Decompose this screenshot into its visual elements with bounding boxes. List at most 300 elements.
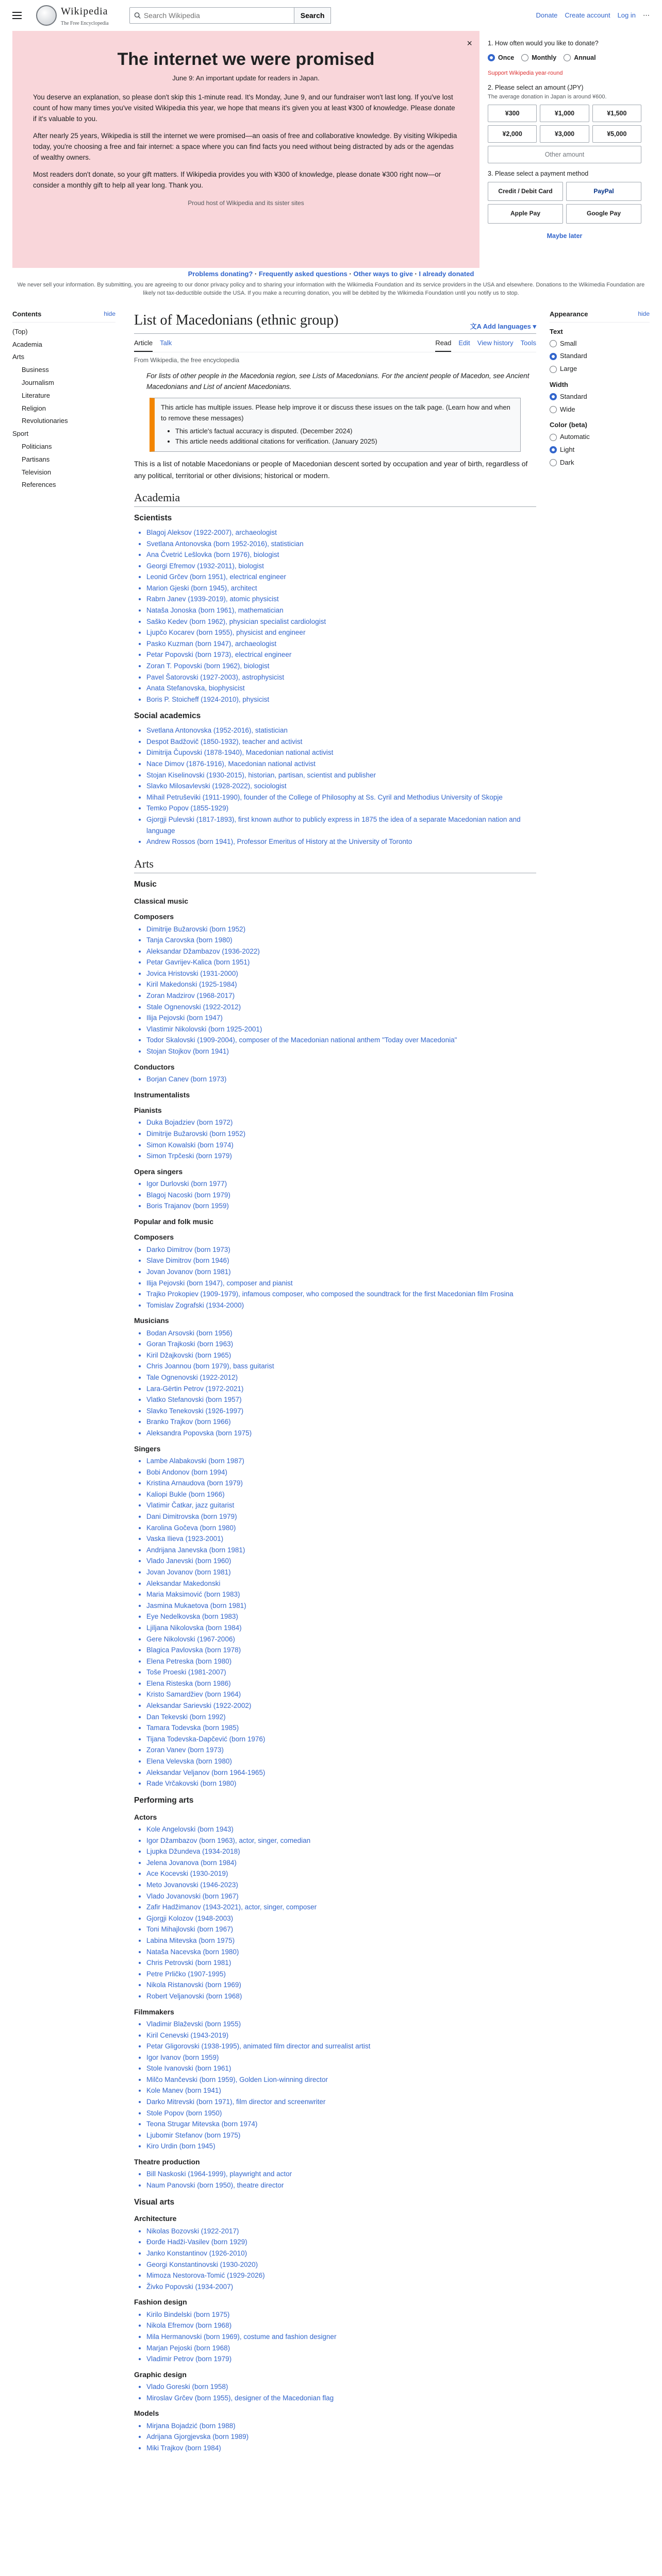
list-item[interactable]: • Chris Joannou (born 1979), bass guitarist [146,1361,536,1372]
toc-item[interactable]: Business [22,366,49,374]
list-item[interactable]: • Borjan Canev (born 1973) [146,1074,536,1085]
list-item[interactable]: • Nataša Nacevska (born 1980) [146,1946,536,1958]
pay-card-button[interactable]: Credit / Debit Card [488,182,563,201]
maybe-later-link[interactable]: Maybe later [547,232,583,240]
toc-item[interactable]: Journalism [22,378,54,386]
section-heading: Music [134,879,157,889]
banner-footer: Proud host of Wikipedia and its sister sites [188,199,304,207]
list-item[interactable]: • Tamara Todevska (born 1985) [146,1722,536,1734]
list-item[interactable]: • Aleksandra Popovska (born 1975) [146,1428,536,1439]
tab-read[interactable]: Read [435,336,451,352]
list-item[interactable]: • Tomislav Zografski (1934-2000) [146,1300,536,1311]
list-item[interactable]: • Stole Popov (born 1950) [146,2108,536,2119]
list-item[interactable]: • Boris Trajanov (born 1959) [146,1200,536,1212]
list-item[interactable]: • Rabrn Janev (1939-2019), atomic physicist [146,594,536,605]
section-heading: Social academics [134,711,201,721]
problems-link[interactable]: Problems donating? [188,270,253,278]
banner-subtitle: June 9: An important update for readers in Japan. [172,74,320,82]
section-heading: Academia [134,488,536,507]
list-item[interactable]: • Tijana Todevska-Dapčević (born 1976) [146,1734,536,1745]
toc-item[interactable]: References [22,481,56,489]
add-languages-button[interactable]: 文A Add languages ▾ [470,323,536,330]
section-heading: Composers [134,1233,174,1242]
personal-tools [536,10,650,21]
amount-question: 2. Please select an amount (JPY) [488,83,584,91]
people-list [134,527,536,705]
other-ways-link[interactable]: Other ways to give [353,270,413,278]
toc-hide-button[interactable]: hide [104,310,115,317]
more-options-icon[interactable]: ⋯ [643,11,650,19]
section-heading: Performing arts [134,1795,194,1805]
list-item[interactable]: • Kiril Makedonski (1925-1984) [146,979,536,990]
search-button[interactable]: Search [294,7,332,24]
section-heading: Musicians [134,1316,169,1325]
toc-item[interactable]: Revolutionaries [22,417,68,425]
section-heading: Arts [134,855,536,873]
table-of-contents [12,309,115,492]
appearance-option-label: Dark [560,458,574,466]
list-item[interactable]: • Slave Dimitrov (born 1946) [146,1255,536,1266]
appearance-option-label: Light [560,445,575,453]
donation-help-links: Problems donating? · Frequently asked questions · Other ways to give · I already donated [188,270,474,278]
list-item[interactable]: • Darko Dimitrov (born 1973) [146,1244,536,1256]
people-list [134,2168,536,2191]
list-item[interactable]: • Kole Manev (born 1941) [146,2085,536,2096]
page-title: List of Macedonians (ethnic group) [134,312,339,328]
list-item[interactable]: • Igor Durlovski (born 1977) [146,1178,536,1190]
list-item[interactable]: • Dimitrije Bužarovski (born 1952) [146,1128,536,1140]
section-heading: Instrumentalists [134,1090,190,1099]
list-item[interactable]: • Temko Popov (1855-1929) [146,803,536,814]
banner-paragraph: After nearly 25 years, Wikipedia is still the internet we were promised—an oasis of free and collaborative knowledge. By visiting Wikipedia today, you're choosing a free and fair internet: a space where you can find facts you need without being distracted by ads or the agendas of wealthy owners. [33,131,457,161]
list-item[interactable]: • Adrijana Gjorgjevska (born 1989) [146,2431,536,2443]
banner-paragraph: You deserve an explanation, so please don't skip this 1-minute read. It's Monday, June 9, and our fundraiser won't last long. If you've lost count of how many times you've visited Wikipedia this year, we hope that means it's given you at least ¥300 of knowledge. Please donate if it's valuable to you. [33,93,455,123]
people-list [134,2420,536,2454]
people-list [134,2309,536,2365]
list-item[interactable]: • Marion Gjeski (born 1945), architect [146,583,536,594]
appearance-option[interactable] [550,391,650,403]
toc-item[interactable]: Television [22,468,52,476]
other-amount-input[interactable]: Other amount [488,146,641,163]
list-item[interactable]: • Toše Proeski (1981-2007) [146,1667,536,1678]
list-item[interactable]: • Slavko Tenekovski (1926-1997) [146,1405,536,1417]
radio-icon [550,446,557,453]
appearance-option[interactable] [550,363,650,376]
login-link[interactable]: Log in [617,11,636,19]
toc-item[interactable]: Partisans [22,455,50,463]
list-item[interactable]: • Petre Prličko (1907-1995) [146,1969,536,1980]
list-item[interactable]: • Eye Nedelkovska (born 1983) [146,1611,536,1622]
section-heading: Actors [134,1812,157,1821]
search-icon [134,12,141,19]
people-list [134,924,536,1057]
list-item[interactable]: • Andrew Rossos (born 1941), Professor Emeritus of History at the University of Toronto [146,836,536,848]
toc-item[interactable]: (Top) [12,327,28,335]
list-item[interactable]: • Svetlana Antonovska (1952-2016), statistician [146,725,536,736]
section-heading: Graphic design [134,2370,187,2379]
section-heading: Opera singers [134,1167,183,1176]
tab-talk[interactable]: Talk [160,338,172,347]
search-input[interactable] [144,11,290,20]
create-account-link[interactable]: Create account [565,11,610,19]
list-item[interactable]: • Nikola Efremov (born 1968) [146,2320,536,2331]
pay-paypal-button[interactable]: PayPal [566,182,641,201]
banner-title: The internet we were promised [117,49,375,69]
list-item[interactable]: • Aleksandar Džambazov (1936-2022) [146,946,536,957]
site-header [0,0,662,31]
people-list [134,1824,536,2002]
section-heading: Popular and folk music [134,1217,214,1226]
list-item[interactable]: • Mirjana Bojadzić (born 1988) [146,2420,536,2432]
list-item[interactable]: • Kiro Urdin (born 1945) [146,2141,536,2152]
list-item[interactable]: • Ana Čvetrić Lešlovka (born 1976), biologist [146,549,536,561]
list-item[interactable]: • Vlastimir Nikolovski (born 1925-2001) [146,1024,536,1035]
list-item[interactable]: • Dimitrija Čupovski (1878-1940), Macedonian national activist [146,747,536,758]
people-list [134,2019,536,2152]
list-item[interactable]: • Maria Maksimović (born 1983) [146,1589,536,1600]
language-icon: 文A [470,323,483,330]
appearance-title: Appearance [550,310,588,318]
appearance-option[interactable] [550,431,650,444]
color-label: Color (beta) [550,421,587,429]
article [134,309,536,2453]
people-list [134,2226,536,2293]
toc-item[interactable]: Politicians [22,442,52,450]
appearance-option-label: Small [560,339,577,347]
list-item[interactable]: • Ljiljana Nikolovska (born 1984) [146,1622,536,1634]
appearance-panel [550,309,650,469]
section-heading: Singers [134,1444,161,1453]
list-item[interactable]: • Kirilo Bindelski (born 1975) [146,2309,536,2320]
amount-option[interactable]: ¥5,000 [592,125,641,143]
appearance-option[interactable] [550,444,650,456]
list-item[interactable]: • Kristo Samardžiev (born 1964) [146,1689,536,1700]
section-heading: Conductors [134,1062,175,1071]
radio-icon [550,459,557,466]
list-item[interactable]: • Dimitrije Bužarovski (born 1952) [146,924,536,935]
wordmark: Wikipedia [61,6,108,17]
list-item[interactable]: • Chris Petrovski (born 1981) [146,1957,536,1969]
appearance-option-label: Automatic [560,433,590,441]
globe-logo-icon [36,5,57,26]
radio-icon [550,366,557,373]
toc-title: Contents [12,310,42,318]
hatnote: For lists of other people in the Macedonia region, see Lists of Macedonians. For the ancient people of Macedon, see Ancient Macedonians and List of ancient Macedonians. [146,371,529,391]
list-item[interactable]: • Petar Gavrijev-Kalica (born 1951) [146,957,536,968]
list-item[interactable]: • Anata Stefanovska, biophysicist [146,683,536,694]
frequency-question: 1. How often would you like to donate? [488,40,599,47]
appearance-option-label: Large [560,365,577,373]
appearance-option-label: Wide [560,405,575,413]
list-item[interactable]: • Nikolas Bozovski (1922-2017) [146,2226,536,2237]
list-item[interactable]: • Janko Konstantinov (1926-2010) [146,2248,536,2259]
list-item[interactable]: • Karolina Gočeva (born 1980) [146,1522,536,1534]
amount-option[interactable]: ¥1,500 [592,105,641,122]
issue-item: • This article's factual accuracy is disputed. (December 2024) [175,426,514,437]
appearance-hide-button[interactable]: hide [638,310,650,317]
list-item[interactable]: • Marjan Pejoski (born 1968) [146,2343,536,2354]
list-item[interactable]: • Boris P. Stoicheff (1924-2010), physicist [146,694,536,705]
list-item[interactable]: • Leonid Grčev (born 1951), electrical engineer [146,571,536,583]
list-item[interactable]: • Milčo Mančevski (born 1959), Golden Lion-winning director [146,2074,536,2086]
list-item[interactable]: • Despot Badžovič (1850-1932), teacher and activist [146,736,536,748]
donate-form [479,31,650,268]
list-item[interactable]: • Kaliopi Bukle (born 1966) [146,1489,536,1500]
page-tabs [134,336,536,352]
list-item[interactable]: • Aleksandar Sarievski (1922-2002) [146,1700,536,1711]
issues-box [150,398,521,452]
article-sections [134,488,536,2454]
people-list [134,1117,536,1161]
tagline: The Free Encyclopedia [61,21,109,26]
section-heading: Classical music [134,896,189,905]
list-item[interactable]: • Elena Petreska (born 1980) [146,1656,536,1667]
section-heading: Architecture [134,2214,177,2223]
amount-option[interactable]: ¥2,000 [488,125,537,143]
main-menu-icon[interactable] [12,8,27,23]
list-item[interactable]: • Zoran Madzirov (1968-2017) [146,990,536,1002]
radio-icon [550,340,557,347]
faq-link[interactable]: Frequently asked questions [258,270,347,278]
freq-once[interactable]: Once [488,52,514,64]
list-item[interactable]: • Nataša Jonoska (born 1961), mathematician [146,605,536,616]
list-item[interactable]: • Robert Veljanovski (born 1968) [146,1991,536,2002]
section-heading: Scientists [134,514,172,523]
search-form [129,7,332,24]
donate-link[interactable]: Donate [536,11,558,19]
list-item[interactable]: • Ace Kocevski (1930-2019) [146,1868,536,1879]
list-item[interactable]: • Vlado Jovanovski (born 1967) [146,1891,536,1902]
tab-tools[interactable]: Tools [520,338,536,347]
freq-annual[interactable]: Annual [564,52,595,64]
list-item[interactable]: • Vlado Goreski (born 1958) [146,2381,536,2393]
list-item[interactable]: • Bodan Arsovski (born 1956) [146,1328,536,1339]
list-item[interactable]: • Ilija Pejovski (born 1947) [146,1012,536,1024]
width-label: Width [550,380,568,388]
list-item[interactable]: • Vlatimir Čatkar, jazz guitarist [146,1500,536,1511]
appearance-option[interactable] [550,350,650,363]
wikipedia-logo[interactable] [36,3,109,28]
privacy-notice: We never sell your information. By submitting, you are agreeing to our donor privacy policy and to sharing your information with the Wikimedia Foundation and its service providers in the USA and elsewhere. Donations to the Wikimedia Foundation are likely not tax-deductible outside the USA. If you make a recurring donation, you will be debited by the Wikimedia Foundation until you notify us to stop. [17,282,645,296]
list-item[interactable]: • Đorđe Hadži-Vasilev (born 1929) [146,2236,536,2248]
list-item[interactable]: • Toni Mihajlovski (born 1967) [146,1924,536,1935]
radio-icon [550,393,557,400]
toc-item[interactable]: Religion [22,404,46,412]
list-item[interactable]: • Vladimir Petrov (born 1979) [146,2353,536,2365]
list-item[interactable]: • Petar Popovski (born 1973), electrical engineer [146,649,536,660]
list-item[interactable]: • Todor Skalovski (1909-2004), composer of the Macedonian national anthem "Today over Macedonia" [146,1035,536,1046]
tab-edit[interactable]: Edit [458,338,470,347]
section-heading: Pianists [134,1106,162,1115]
already-donated-link[interactable]: I already donated [419,270,474,278]
people-list [134,1244,536,1311]
list-item[interactable]: • Mihail Petruševiki (1911-1990), founder of the College of Philosophy at Ss. Cyril and Methodius University of Skopje [146,792,536,803]
intro-paragraph: This is a list of notable Macedonians or people of Macedonian descent sorted by occupation and year of birth, regardless of any political, territorial or other divisions; historical or modern. [134,460,528,480]
list-item[interactable]: • Dan Tekevski (born 1992) [146,1711,536,1723]
support-note: Support Wikipedia year-round [488,70,563,76]
close-icon[interactable]: × [467,38,472,48]
payment-question: 3. Please select a payment method [488,170,589,178]
frequency-options [488,52,641,64]
site-sub: From Wikipedia, the free encyclopedia [134,356,240,364]
toc-item[interactable]: Academia [12,340,42,348]
list-item[interactable]: • Meto Jovanovski (1946-2023) [146,1879,536,1891]
list-item[interactable]: • Lambe Alabakovski (born 1987) [146,1455,536,1467]
list-item[interactable]: • Petar Gligorovski (1938-1995), animated film director and surrealist artist [146,2041,536,2052]
list-item[interactable]: • Miki Trajkov (born 1984) [146,2443,536,2454]
list-item[interactable]: • Zoran T. Popovski (born 1962), biologist [146,660,536,672]
width-options [550,391,650,416]
toc-list [12,326,115,492]
toc-item[interactable]: Literature [22,391,50,399]
pay-google-button[interactable]: Google Pay [566,204,641,223]
list-item[interactable]: • Elena Velevska (born 1980) [146,1756,536,1767]
list-item[interactable]: • Kiril Cenevski (1943-2019) [146,2030,536,2041]
appearance-option[interactable] [550,403,650,416]
list-item[interactable]: • Vlado Janevski (born 1960) [146,1555,536,1567]
list-item[interactable]: • Slavko Milosavlevski (1928-2022), sociologist [146,781,536,792]
list-item[interactable]: • Teona Strugar Mitevska (born 1974) [146,2119,536,2130]
list-item[interactable]: • Stole Ivanovski (born 1961) [146,2063,536,2074]
issue-item: • This article needs additional citations for verification. (January 2025) [175,436,514,447]
people-list [134,1074,536,1085]
list-item[interactable]: • Pasko Kuzman (born 1947), archaeologist [146,638,536,650]
list-item[interactable]: • Blagoj Nacoski (born 1979) [146,1190,536,1201]
list-item[interactable]: • Miroslav Grčev (born 1955), designer of the Macedonian flag [146,2393,536,2404]
list-item[interactable]: • Bobi Andonov (born 1994) [146,1467,536,1478]
list-item[interactable]: • Goran Trajkoski (born 1963) [146,1338,536,1350]
people-list [134,2381,536,2403]
search-box[interactable] [129,7,294,24]
color-options [550,431,650,469]
list-item[interactable]: • Gjorgji Pulevski (1817-1893), first known author to publicly express in 1875 the idea of a separate Macedonian nation and language [146,814,536,836]
list-item[interactable]: • Jovan Jovanov (born 1981) [146,1567,536,1578]
list-item[interactable]: • Elena Risteska (born 1986) [146,1678,536,1689]
list-item[interactable]: • Georgi Efremov (1932-2011), biologist [146,561,536,572]
section-heading: Theatre production [134,2158,200,2166]
people-list [134,1328,536,1439]
list-item[interactable]: • Duka Bojadziev (born 1972) [146,1117,536,1128]
list-item[interactable]: • Igor Ivanov (born 1959) [146,2052,536,2063]
appearance-option-label: Standard [560,352,587,360]
list-item[interactable]: • Blagoj Aleksov (1922-2007), archaeologist [146,527,536,538]
list-item[interactable]: • Živko Popovski (1934-2007) [146,2281,536,2293]
amount-note: The average donation in Japan is around ¥600. [488,93,607,100]
list-item[interactable]: • Stojan Stojkov (born 1941) [146,1046,536,1057]
list-item[interactable]: • Nikola Ristanovski (born 1969) [146,1979,536,1991]
section-heading: Models [134,2409,159,2418]
section-heading: Composers [134,912,174,921]
list-item[interactable]: • Blagica Pavlovska (born 1978) [146,1645,536,1656]
list-item[interactable]: • Vlatko Stefanovski (born 1957) [146,1394,536,1405]
list-item[interactable]: • Ilija Pejovski (born 1947), composer and pianist [146,1278,536,1289]
radio-icon [550,434,557,441]
freq-monthly[interactable]: Monthly [521,52,556,64]
list-item[interactable]: • Zafir Hadžimanov (1943-2021), actor, singer, composer [146,1902,536,1913]
list-item[interactable]: • Saško Kedev (born 1962), physician specialist cardiologist [146,616,536,628]
list-item[interactable]: • Darko Mitrevski (born 1971), film director and screenwriter [146,2096,536,2108]
list-item[interactable]: • Jovica Hristovski (1931-2000) [146,968,536,979]
list-item[interactable]: • Lara-Gërtin Petrov (1972-2021) [146,1383,536,1395]
list-item[interactable]: • Trajko Prokopiev (1909-1979), infamous composer, who composed the soundtrack for the first Macedonian film Frosina [146,1289,536,1300]
section-heading: Filmmakers [134,2007,174,2016]
radio-icon [550,353,557,360]
amount-option[interactable]: ¥3,000 [540,125,589,143]
tab-article[interactable]: Article [134,336,153,352]
list-item[interactable]: • Aleksandar Veljanov (born 1964-1965) [146,1767,536,1778]
list-item[interactable]: • Ljupčo Kocarev (born 1955), physicist and engineer [146,627,536,638]
list-item[interactable]: • Dani Dimitrovska (born 1979) [146,1511,536,1522]
list-item[interactable]: • Svetlana Antonovska (born 1952-2016), statistician [146,538,536,550]
list-item[interactable]: • Tanja Carovska (born 1980) [146,935,536,946]
tab-history[interactable]: View history [477,338,514,347]
list-item[interactable]: • Simon Kowalski (born 1974) [146,1140,536,1151]
list-item[interactable]: • Labina Mitevska (born 1975) [146,1935,536,1946]
toc-item[interactable]: Sport [12,430,29,438]
list-item[interactable]: • Stale Ognenovski (1922-2012) [146,1002,536,1013]
list-item[interactable]: • Vaska Ilieva (1923-2001) [146,1533,536,1545]
fundraising-banner [12,31,650,268]
appearance-option[interactable] [550,456,650,469]
pay-apple-button[interactable]: Apple Pay [488,204,563,223]
payment-methods [488,182,641,223]
list-item[interactable]: • Stojan Kiselinovski (1930-2015), historian, partisan, scientist and publisher [146,770,536,781]
list-item[interactable]: • Rade Vrčakovski (born 1980) [146,1778,536,1789]
list-item[interactable]: • Kiril Džajkovski (born 1965) [146,1350,536,1361]
section-heading: Fashion design [134,2298,187,2307]
people-list [134,1178,536,1212]
toc-item[interactable]: Arts [12,353,25,361]
list-item[interactable]: • Jelena Jovanova (born 1984) [146,1857,536,1869]
list-item[interactable]: • Georgi Konstantinovski (1930-2020) [146,2259,536,2270]
list-item[interactable]: • Igor Džambazov (born 1963), actor, singer, comedian [146,1835,536,1846]
list-item[interactable]: • Kristina Arnaudova (born 1979) [146,1478,536,1489]
list-item[interactable]: • Tale Ognenovski (1922-2012) [146,1372,536,1383]
radio-icon [550,406,557,413]
people-list [134,1455,536,1789]
list-item[interactable]: • Naum Panovski (born 1950), theatre director [146,2180,536,2191]
people-list [134,725,536,848]
amount-option[interactable]: ¥1,000 [540,105,589,122]
list-item[interactable]: • Vladimir Blaževski (born 1955) [146,2019,536,2030]
list-item[interactable]: • Gere Nikolovski (1967-2006) [146,1634,536,1645]
section-heading: Visual arts [134,2197,175,2207]
text-size-options [550,337,650,376]
list-item[interactable]: • Nace Dimov (1876-1916), Macedonian national activist [146,758,536,770]
list-item[interactable]: • Mimoza Nestorova-Tomić (1929-2026) [146,2270,536,2281]
list-item[interactable]: • Kole Angelovski (born 1943) [146,1824,536,1835]
list-item[interactable]: • Ljubomir Stefanov (born 1975) [146,2130,536,2141]
appearance-option[interactable] [550,337,650,350]
list-item[interactable]: • Branko Trajkov (born 1966) [146,1416,536,1428]
list-item[interactable]: • Mila Hermanovski (born 1969), costume and fashion designer [146,2331,536,2343]
list-item[interactable]: • Gjorgji Kolozov (1948-2003) [146,1913,536,1924]
amount-option[interactable]: ¥300 [488,105,537,122]
banner-paragraph: Most readers don't donate, so your gift matters. If Wikipedia provides you with ¥300 of knowledge, please donate ¥300 right now—or consider a monthly gift to help all year long. Thank you. [33,170,441,189]
list-item[interactable]: • Andrijana Janevska (born 1981) [146,1545,536,1556]
list-item[interactable]: • Pavel Šatorovski (1927-2003), astrophysicist [146,672,536,683]
banner-message [12,31,479,268]
list-item[interactable]: • Aleksandar Makedonski [146,1578,536,1589]
list-item[interactable]: • Jovan Jovanov (born 1981) [146,1266,536,1278]
list-item[interactable]: • Bill Naskoski (1964-1999), playwright and actor [146,2168,536,2180]
list-item[interactable]: • Ljupka Džundeva (1934-2018) [146,1846,536,1857]
list-item[interactable]: • Zoran Vanev (born 1973) [146,1744,536,1756]
appearance-option-label: Standard [560,392,587,400]
amount-options [488,105,641,163]
list-item[interactable]: • Jasmina Mukaetova (born 1981) [146,1600,536,1612]
list-item[interactable]: • Simon Trpčeski (born 1979) [146,1150,536,1162]
